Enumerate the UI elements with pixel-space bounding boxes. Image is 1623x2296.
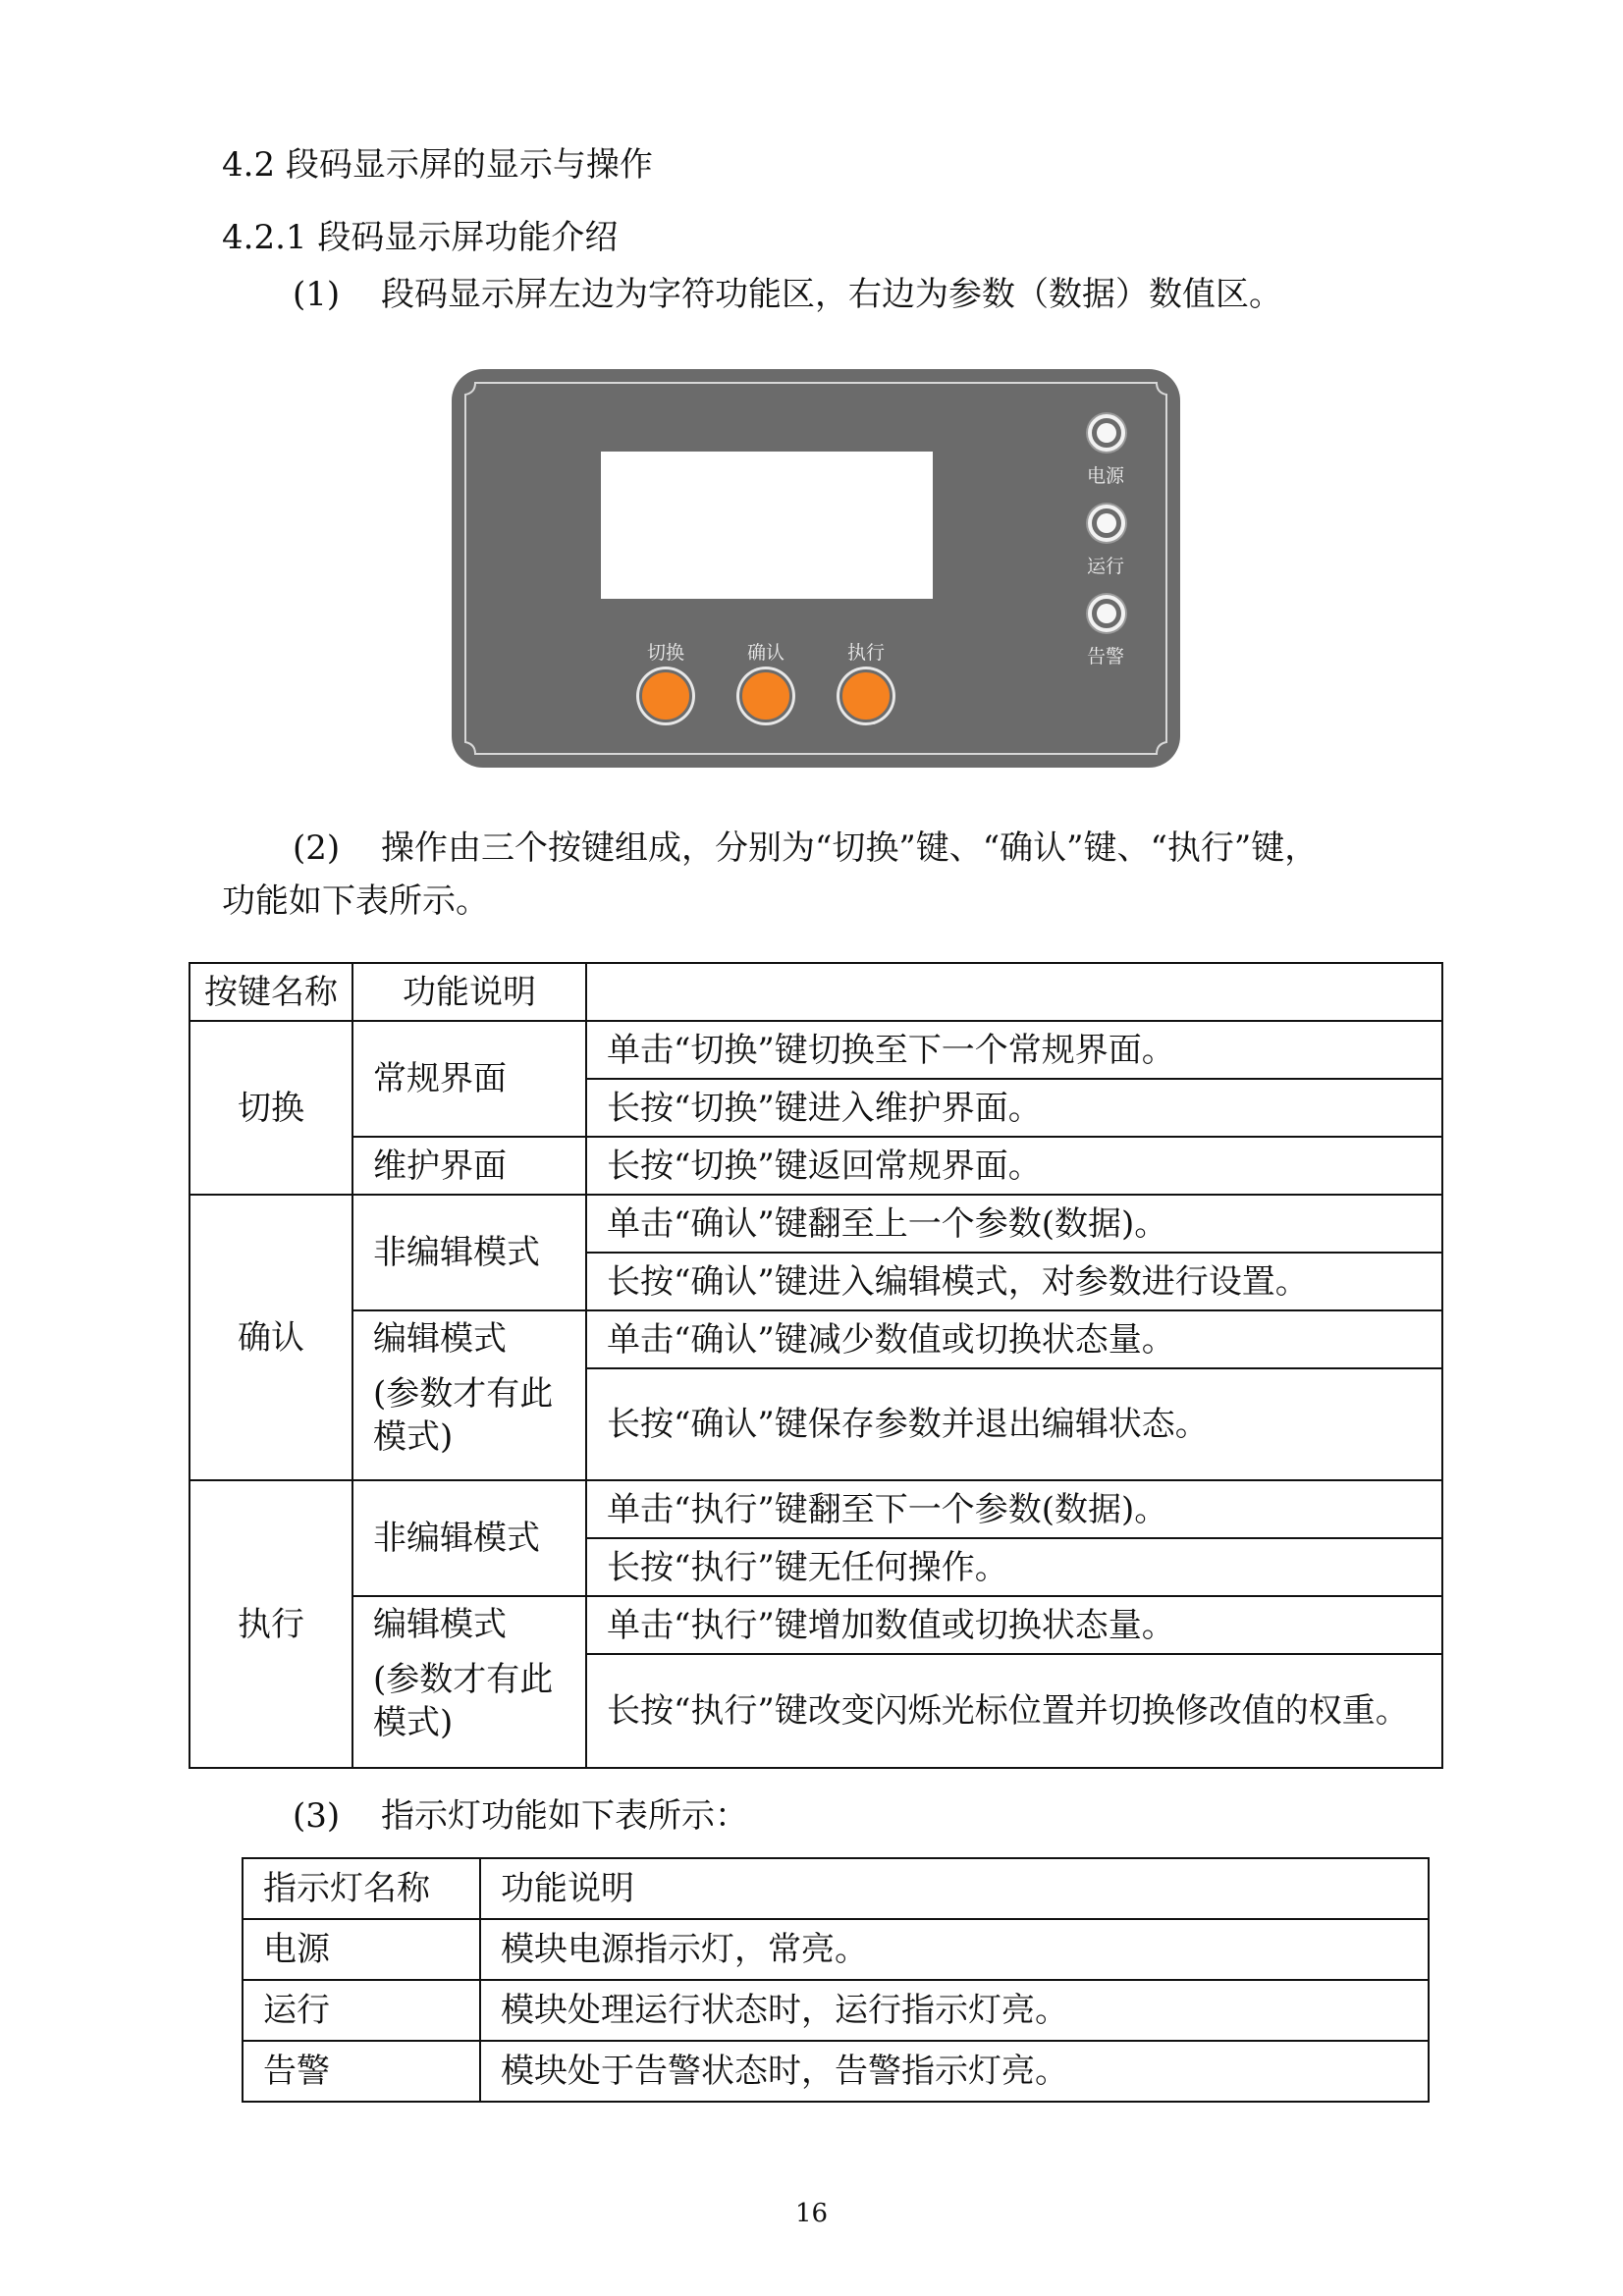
header-light-name: 指示灯名称 — [243, 1858, 480, 1919]
desc-cell: 长按“切换”键返回常规界面。 — [586, 1137, 1442, 1195]
paragraph-2-number: (2) — [293, 828, 341, 868]
page-number: 16 — [794, 2199, 829, 2228]
light-name: 告警 — [243, 2041, 480, 2102]
table-row — [189, 1480, 1442, 1538]
mode-normal: 常规界面 — [352, 1021, 586, 1137]
mode-edit — [352, 1310, 586, 1480]
table-header-row — [243, 1858, 1429, 1919]
key-confirm: 确认 — [189, 1195, 352, 1480]
header-blank — [586, 963, 1442, 1021]
execute-button-label: 执行 — [846, 642, 885, 664]
desc-cell: 长按“执行”键无任何操作。 — [586, 1538, 1442, 1596]
desc-cell: 单击“执行”键翻至下一个参数(数据)。 — [586, 1480, 1442, 1538]
paragraph-3-number: (3) — [293, 1796, 341, 1836]
key-switch: 切换 — [189, 1021, 352, 1195]
paragraph-3-text: 指示灯功能如下表所示： — [381, 1796, 748, 1836]
header-key-name: 按键名称 — [189, 963, 352, 1021]
header-function: 功能说明 — [480, 1858, 1429, 1919]
run-led-icon — [1088, 505, 1125, 542]
segment-screen — [601, 452, 933, 599]
light-name: 运行 — [243, 1980, 480, 2041]
indicator-lights-table — [242, 1857, 1430, 2103]
table-row — [243, 1980, 1429, 2041]
light-name: 电源 — [243, 1919, 480, 1980]
mode-edit-note: (参数才有此模式) — [373, 1660, 554, 1742]
section-heading: 4.2 段码显示屏的显示与操作 — [222, 145, 653, 185]
mode-edit-note: (参数才有此模式) — [373, 1374, 554, 1457]
paragraph-1-text: 段码显示屏左边为字符功能区，右边为参数（数据）数值区。 — [381, 275, 1282, 314]
subsection-heading: 4.2.1 段码显示屏功能介绍 — [222, 218, 619, 257]
desc-cell: 单击“执行”键增加数值或切换状态量。 — [586, 1596, 1442, 1654]
paragraph-1-number: (1) — [293, 275, 341, 314]
table-row — [189, 1596, 1442, 1654]
execute-button-icon — [839, 669, 893, 722]
table-row — [189, 1137, 1442, 1195]
desc-cell: 长按“切换”键进入维护界面。 — [586, 1079, 1442, 1137]
paragraph-1 — [293, 267, 1282, 322]
header-function: 功能说明 — [352, 963, 586, 1021]
table-row — [189, 1310, 1442, 1368]
keys-function-table — [189, 962, 1443, 1769]
table-row — [189, 1195, 1442, 1253]
desc-cell: 单击“确认”键减少数值或切换状态量。 — [586, 1310, 1442, 1368]
light-desc: 模块处理运行状态时，运行指示灯亮。 — [480, 1980, 1429, 2041]
mode-edit — [352, 1596, 586, 1768]
switch-button-label: 切换 — [646, 642, 684, 664]
alarm-led-label: 告警 — [1086, 646, 1124, 667]
mode-edit-label: 编辑模式 — [373, 1319, 507, 1359]
table-header-row — [189, 963, 1442, 1021]
light-desc: 模块电源指示灯，常亮。 — [480, 1919, 1429, 1980]
paragraph-3 — [293, 1789, 748, 1843]
mode-nonedit: 非编辑模式 — [352, 1195, 586, 1310]
desc-cell: 单击“确认”键翻至上一个参数(数据)。 — [586, 1195, 1442, 1253]
desc-cell: 长按“执行”键改变闪烁光标位置并切换修改值的权重。 — [586, 1654, 1442, 1768]
alarm-led-icon — [1088, 595, 1125, 632]
mode-maintenance: 维护界面 — [352, 1137, 586, 1195]
confirm-button-icon — [739, 669, 792, 722]
power-led-label: 电源 — [1086, 465, 1124, 487]
mode-edit-label: 编辑模式 — [373, 1605, 507, 1644]
switch-button-icon — [639, 669, 692, 722]
paragraph-2-line-2: 功能如下表所示。 — [222, 881, 489, 921]
key-execute: 执行 — [189, 1480, 352, 1768]
mode-nonedit: 非编辑模式 — [352, 1480, 586, 1596]
desc-cell: 长按“确认”键进入编辑模式，对参数进行设置。 — [586, 1253, 1442, 1310]
table-row — [189, 1021, 1442, 1079]
desc-cell: 单击“切换”键切换至下一个常规界面。 — [586, 1021, 1442, 1079]
paragraph-2 — [293, 821, 1318, 876]
desc-cell: 长按“确认”键保存参数并退出编辑状态。 — [586, 1368, 1442, 1480]
paragraph-2-line-1: 操作由三个按键组成，分别为“切换”键、“确认”键、“执行”键， — [381, 828, 1319, 868]
table-row — [243, 2041, 1429, 2102]
run-led-label: 运行 — [1086, 556, 1124, 577]
power-led-icon — [1088, 414, 1125, 452]
confirm-button-label: 确认 — [746, 642, 784, 664]
display-panel-figure — [452, 369, 1180, 768]
table-row — [243, 1919, 1429, 1980]
light-desc: 模块处于告警状态时，告警指示灯亮。 — [480, 2041, 1429, 2102]
